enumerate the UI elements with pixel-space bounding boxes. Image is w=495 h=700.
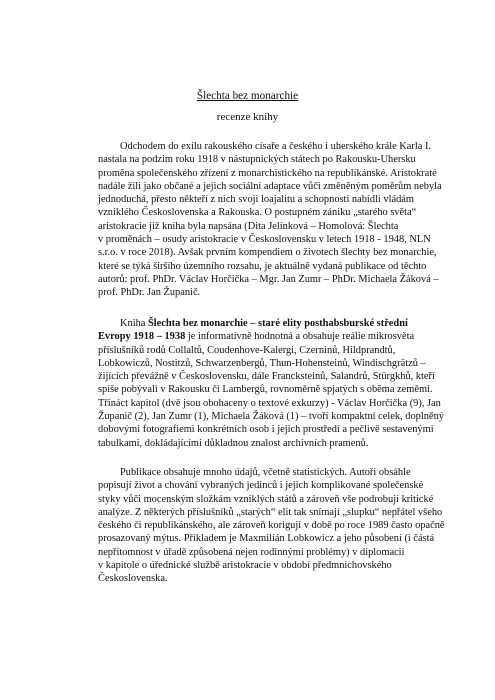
paragraph-line: žijících převážně v Československu, dále Francksteinů, Salandrů, Stürgkhů, kteří (98, 371, 435, 383)
paragraph-line: Publikace obsahuje mnoho údajů, včetně statistických. Autoři obsáhle (120, 467, 411, 478)
paragraph-line: aristokracie již kniha byla napsána (Dita Jelínková – Homolová: Šlechta (98, 220, 399, 232)
paragraph-line: prosazovaný mýtus. Příkladem je Maxmilián Lobkowicz a jeho působení (i částá (98, 533, 435, 545)
paragraph-3 (98, 466, 445, 586)
book-description: je informativně hodnotná a obsahuje reálie mikrosvěta (185, 331, 415, 343)
paragraph-line: Županič (2), Jan Zumr (1), Michaela Žáková (1) – tvoří kompaktní celek, doplněný (98, 411, 444, 423)
book-title: Šlechta bez monarchie – staré elity posthabsburské střední (148, 318, 408, 329)
paragraph-line (98, 330, 415, 343)
paragraph-line (98, 317, 408, 330)
paragraph-line: v kapitole o úřednické službě aristokracie v období předmnichovského (98, 560, 392, 572)
paragraph-line: s.r.o. v roce 2018). Avšak prvním kompendiem o životech šlechty bez monarchie, (98, 247, 437, 259)
paragraph-line: nadále žili jako občané a jejich sociální adaptace vůči změněným poměrům nebyla (98, 180, 442, 192)
paragraph-line: Lobkowiczů, Nostitzů, Schwarzenbergů, Thun-Hohensteinů, Windischgrätzů – (98, 357, 426, 369)
paragraph-2 (98, 317, 444, 450)
document-title: Šlechta bez monarchie (196, 90, 299, 102)
paragraph-line: nepřítomnost v úřadě způsobená nejen rodinnými problémy) v diplomacii (98, 546, 405, 558)
paragraph-line: popisují život a chování vybraných jedinců i jejich komplikované společenské (98, 480, 424, 492)
paragraph-line: Třináct kapitol (dvě jsou obohaceny o textové exkurzy) - Václav Horčička (9), Jan (98, 397, 441, 409)
paragraph-line: které se týká širšího územního rozsahu, je aktuálně vydaná publikace od těchto (98, 260, 427, 272)
paragraph-line: tabulkami, dokládajícími důkladnou znalost archivních pramenů. (98, 437, 369, 449)
paragraph-line: jednoduchá, přesto někteří z nich svoji loajalitu a schopnosti nabídli vládám (98, 194, 414, 206)
paragraph-line: analýze. Z některých příslušníků „starých“ elit tak snímají „slupku“ nepřátel všeho (98, 506, 443, 518)
paragraph-1 (98, 140, 442, 300)
paragraph-line: proměna společenského zřízení z monarchistického na republikánské. Aristokraté (98, 167, 437, 179)
paragraph-line: styky vůči mocenským složkám vzniklých států a zároveň vše podrobují kritické (98, 493, 434, 505)
paragraph-line: Odchodem do exilu rakouského císaře a českého i uherského krále Karla I. (120, 141, 432, 152)
paragraph-line: vzniklého Československa a Rakouska. O postupném zániku „starého světa“ (98, 207, 417, 219)
paragraph-line: příslušníků rodů Collaltů, Coudenhove-Kalergi, Czerninů, Hildprandtů, (98, 344, 396, 356)
paragraph-line: nastala na podzim roku 1918 v nástupnických státech po Rakousku-Uhersku (98, 154, 416, 166)
book-title-continued: Evropy 1918 – 1938 (98, 331, 186, 343)
book-intro: Kniha (120, 318, 148, 329)
paragraph-line: spíše pobývali v Rakousku či Lambergů, rovnoměrně spjatých s oběma zeměmi. (98, 384, 433, 396)
paragraph-line: dobovými fotografiemi konkrétních osob i jejich prostředí a pečlivě sestavenými (98, 424, 434, 436)
paragraph-line: v proměnách – osudy aristokracie v Československu v letech 1918 - 1948, NLN (98, 234, 431, 246)
paragraph-line: prof. PhDr. Jan Županič. (98, 287, 201, 299)
paragraph-line: Československa. (98, 573, 168, 585)
paragraph-line: českého či republikánského, ale zároveň korigují v době po roce 1989 často opačně (98, 520, 445, 532)
paragraph-line: autorů: prof. PhDr. Václav Horčička – Mgr. Jan Zumr – PhDr. Michaela Žáková – (98, 273, 439, 285)
document-subtitle: recenze knihy (216, 111, 279, 123)
